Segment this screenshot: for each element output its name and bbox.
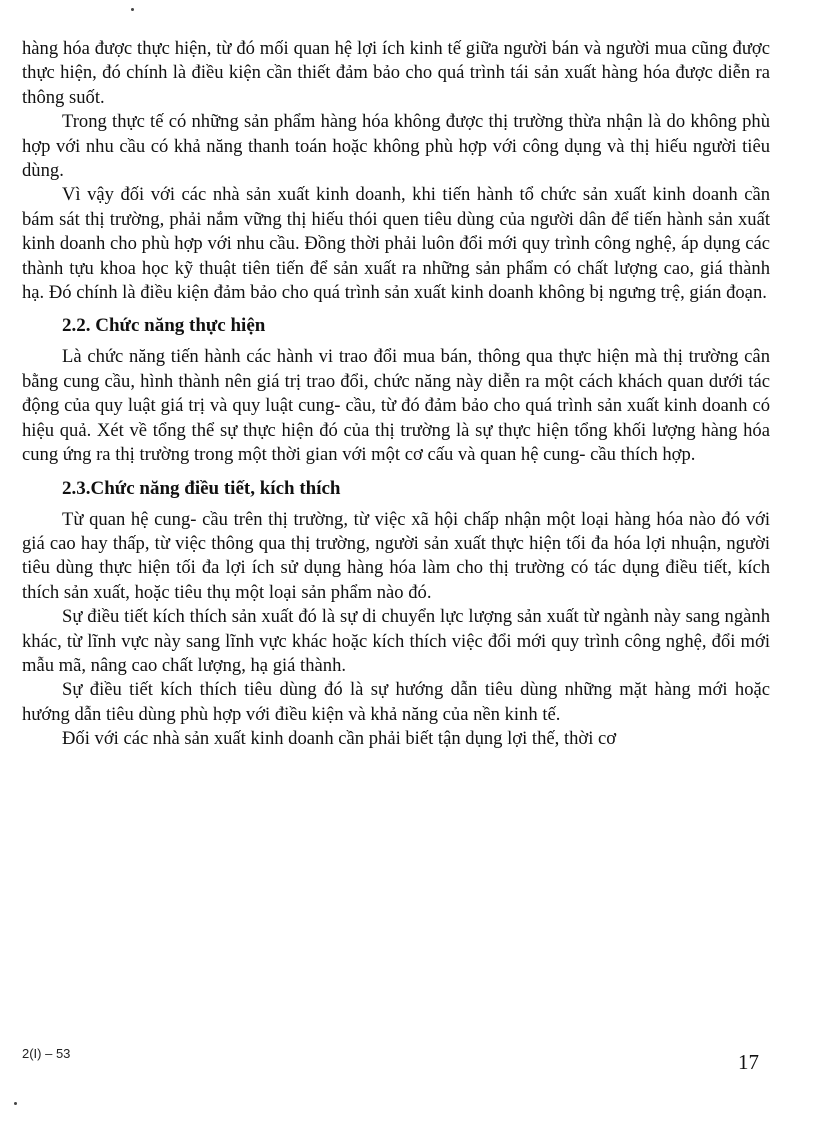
page-number: 17 <box>738 1050 759 1074</box>
paragraph: Vì vậy đối với các nhà sản xuất kinh doanh, khi tiến hành tổ chức sản xuất kinh doanh cần bám sát thị trường, phải nắm vững thị hiếu thói quen tiêu dùng của người dân để tiến hành sản xuất kinh doanh cho phù hợp với nhu cầu. Đồng thời phải luôn đổi mới quy trình công nghệ, áp dụng các thành tựu khoa học kỹ thuật tiên tiến để sản xuất ra những sản phẩm có chất lượng cao, giá thành hạ. Đó chính là điều kiện đảm bảo cho quá trình sản xuất kinh doanh không bị ngưng trệ, gián đoạn. <box>22 184 770 304</box>
scan-speck <box>131 8 134 11</box>
paragraph: Trong thực tế có những sản phẩm hàng hóa không được thị trường thừa nhận là do không phù hợp với nhu cầu có khả năng thanh toán hoặc không phù hợp với công dụng và thị hiếu người tiêu dùng. <box>22 111 770 182</box>
paragraph: Đối với các nhà sản xuất kinh doanh cần phải biết tận dụng lợi thế, thời cơ <box>62 728 617 750</box>
section-heading-2-3: 2.3.Chức năng điều tiết, kích thích <box>62 477 341 499</box>
section-heading-2-2: 2.2. Chức năng thực hiện <box>62 315 266 337</box>
document-page <box>22 12 770 752</box>
printer-signature: 2(I) – 53 <box>22 1046 71 1061</box>
paragraph: Là chức năng tiến hành các hành vi trao đổi mua bán, thông qua thực hiện mà thị trường cân bằng cung cầu, hình thành nên giá trị trao đổi, chức năng này diễn ra một cách khách quan dưới tác động của quy luật giá trị và quy luật cung- cầu, từ đó đảm bảo cho quá trình sản xuất kinh doanh có hiệu quả. Xét về tổng thể sự thực hiện đó của thị trường là sự thực hiện tổng khối lượng hàng hóa cung ứng ra thị trường trong một thời gian với một cơ cấu và quan hệ cung- cầu thích hợp. <box>22 346 770 466</box>
paragraph-continuation: hàng hóa được thực hiện, từ đó mối quan hệ lợi ích kinh tế giữa người bán và người mua cũng được thực hiện, đó chính là điều kiện cần thiết đảm bảo cho quá trình tái sản xuất hàng hóa được diễn ra thông suốt. <box>22 38 770 108</box>
paragraph: Sự điều tiết kích thích sản xuất đó là sự di chuyển lực lượng sản xuất từ ngành này sang ngành khác, từ lĩnh vực này sang lĩnh vực khác hoặc kích thích việc đổi mới quy trình công nghệ, đổi mới mẫu mã, nâng cao chất lượng, hạ giá thành. <box>22 606 770 676</box>
scan-speck <box>14 1102 17 1105</box>
paragraph: Từ quan hệ cung- cầu trên thị trường, từ việc xã hội chấp nhận một loại hàng hóa nào đó với giá cao hay thấp, từ việc thông qua thị trường, người sản xuất thực hiện tối đa hóa lợi nhuận, người tiêu dùng thực hiện tối đa lợi ích sử dụng hàng hóa làm cho thị trường có tác dụng điều tiết, kích thích sản xuất, hoặc tiêu thụ một loại sản phẩm nào đó. <box>22 508 770 603</box>
paragraph: Sự điều tiết kích thích tiêu dùng đó là sự hướng dẫn tiêu dùng những mặt hàng mới hoặc hướng dẫn tiêu dùng phù hợp với điều kiện và khả năng của nền kinh tế. <box>22 679 770 725</box>
